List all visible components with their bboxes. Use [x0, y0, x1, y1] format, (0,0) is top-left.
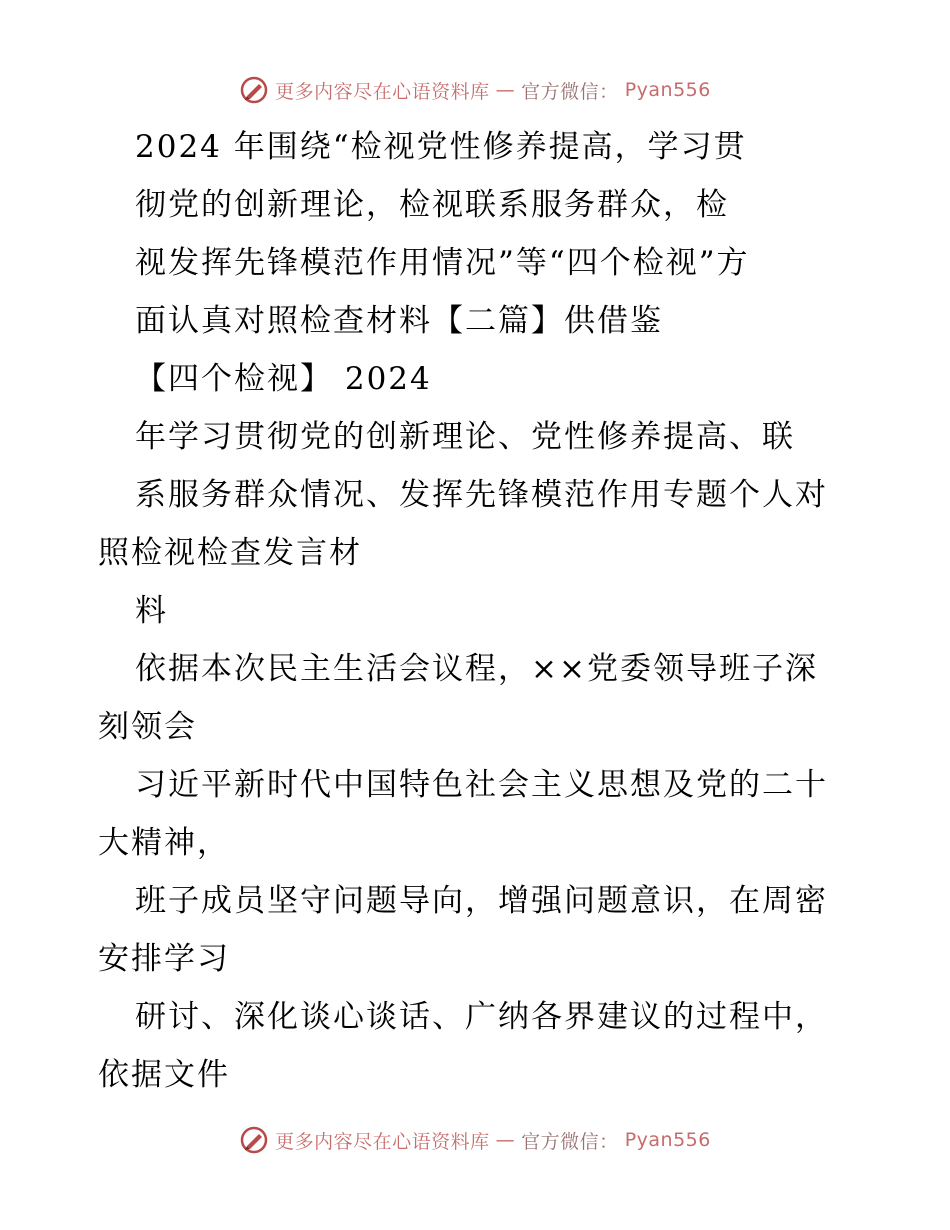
text-line: 班子成员坚守问题导向，增强问题意识，在周密: [135, 883, 828, 919]
banner-dash: —: [495, 79, 516, 101]
text-line: 大精神，: [98, 825, 230, 861]
banner-main-text: 更多内容尽在心语资料库: [275, 80, 490, 103]
text-line: 彻党的创新理论，检视联系服务群众，检: [135, 187, 729, 223]
text-line: 视发挥先锋模范作用情况”等“四个检视”方: [135, 245, 750, 281]
banner-sub-text: 官方微信：: [521, 1130, 619, 1153]
text-line: 2024 年围绕“检视党性修养提高，学习贯: [135, 129, 747, 165]
pen-logo-icon: [239, 75, 269, 105]
text-line: 依据文件: [98, 1057, 230, 1093]
banner-wechat-id: Pyan556: [624, 1129, 711, 1151]
banner-wechat-id: Pyan556: [624, 79, 711, 101]
text-line: 【四个检视】 2024: [135, 361, 432, 397]
pen-logo-icon: [239, 1125, 269, 1155]
text-line: 研讨、深化谈心谈话、广纳各界建议的过程中，: [135, 999, 828, 1035]
text-line: 料: [135, 593, 168, 629]
footer-watermark-banner: [0, 1120, 950, 1160]
header-watermark-banner: [0, 70, 950, 110]
text-line: 安排学习: [98, 941, 230, 977]
banner-main-text: 更多内容尽在心语资料库: [275, 1130, 490, 1153]
banner-dash: —: [495, 1129, 516, 1151]
text-line: 面认真对照检查材料【二篇】供借鉴: [135, 303, 663, 339]
document-body: [98, 118, 858, 1104]
text-line: 习近平新时代中国特色社会主义思想及党的二十: [135, 767, 828, 803]
text-line: 年学习贯彻党的创新理论、党性修养提高、联: [135, 419, 795, 455]
text-line: 系服务群众情况、发挥先锋模范作用专题个人对: [135, 477, 828, 513]
banner-sub-text: 官方微信：: [521, 80, 619, 103]
text-line: 依据本次民主生活会议程，××党委领导班子深: [135, 651, 818, 687]
text-line: 刻领会: [98, 709, 197, 745]
text-line: 照检视检查发言材: [98, 535, 362, 571]
